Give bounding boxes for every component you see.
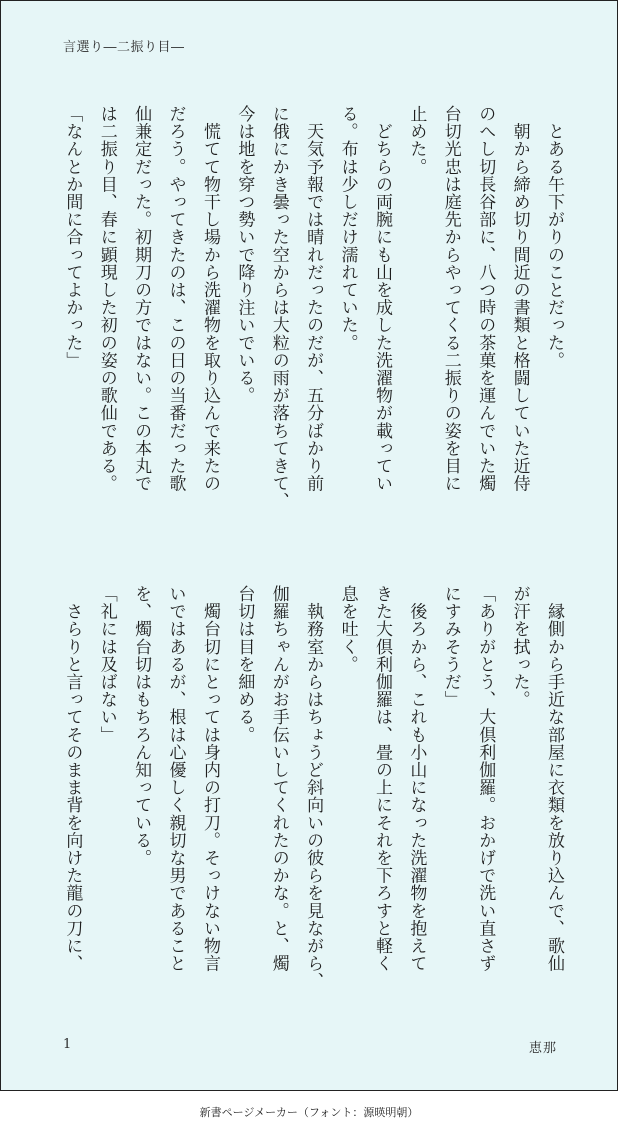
body-text-top: とある午下がりのことだった。 朝から締め切り間近の書類と格闘していた近侍 のへし切長谷部に、八つ時の茶菓を運んでいた燭 台切光忠は庭先からやってくる二振りの姿を目に 止めた。 どちらの両腕にも山を成した洗濯物が載ってい る。布は少しだけ濡れていた。 天気予報では晴れだったのだが、五分ばかり前 に俄にかき曇った空からは大粒の雨が落ちてきて、 今は地を穿つ勢いで降り注いでいる。 慌てて物干し場から洗濯物を取り込んで来たの だろう。やってきたのは、この日の当番だった歌 仙兼定だった。初期刀の方ではない。この本丸で は二振り目、春に顕現した初の姿の歌仙である。 「なんとか間に合ってよかった」 xyxy=(62,105,564,510)
generator-caption: 新書ページメーカー（フォント：源暎明朝） xyxy=(199,1106,419,1119)
body-text-bottom: 縁側から手近な部屋に衣類を放り込んで、歌仙 が汗を拭った。 「ありがとう、大倶利伽羅。おかげで洗い直さず にすみそうだ」 後ろから、これも小山になった洗濯物を抱えて きた大倶利伽羅は、畳の上にそれを下ろすと軽く 息を吐く。 執務室からはちょうど斜向いの彼らを見ながら、 伽羅ちゃんがお手伝いしてくれたのかな。と、燭 台切は目を細める。 燭台切にとっては身内の打刀。そっけない物言 いではあるが、根は心優しく親切な男であること を、燭台切はもちろん知っている。 「礼には及ばない」 さらりと言ってそのまま背を向けた龍の刀に、 xyxy=(62,585,564,990)
running-header: 言選り―二振り目― xyxy=(63,40,185,55)
page-number: 1 xyxy=(63,1037,72,1052)
author-name: 恵那 xyxy=(529,1041,558,1056)
